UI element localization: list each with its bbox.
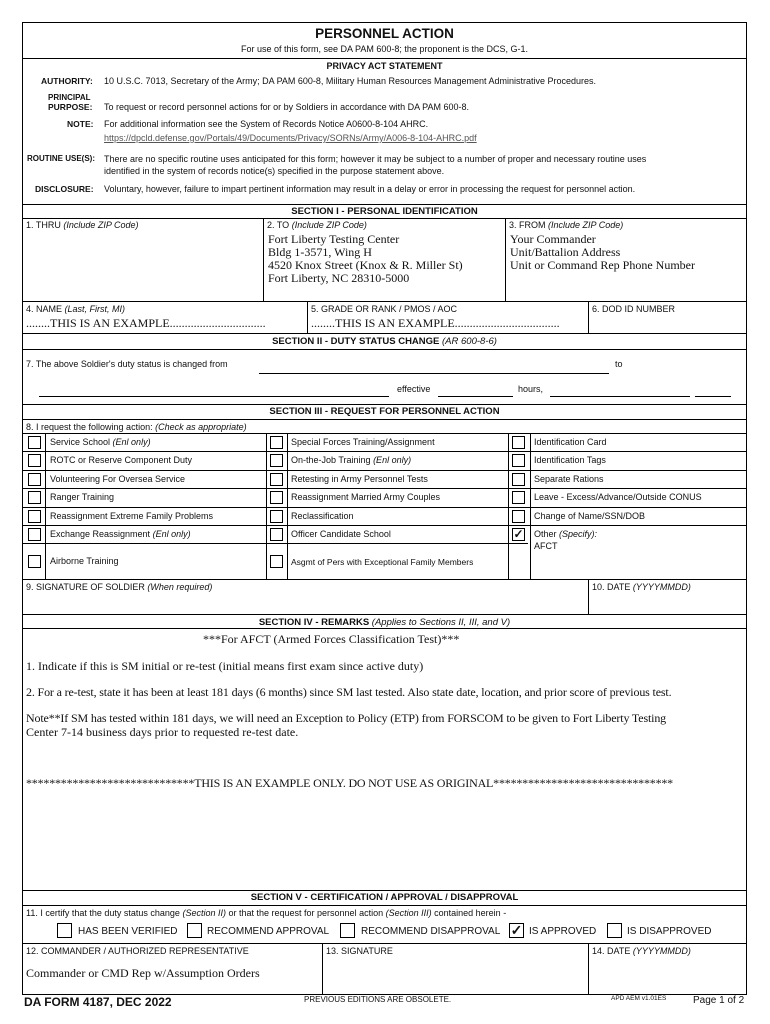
- request-label: 8. I request the following action: (Check as appropriate): [26, 422, 247, 432]
- exchange-reassignment-checkbox[interactable]: [28, 528, 41, 541]
- retesting-checkbox[interactable]: [270, 473, 283, 486]
- routine-label: ROUTINE USE(S):: [27, 154, 95, 163]
- from-label: 3. FROM (Include ZIP Code): [509, 220, 624, 230]
- commander-field[interactable]: Commander or CMD Rep w/Assumption Orders: [26, 966, 260, 980]
- authority-label: AUTHORITY:: [41, 76, 93, 86]
- oversea-service-label: Volunteering For Oversea Service: [50, 474, 186, 484]
- extreme-family-checkbox[interactable]: [28, 510, 41, 523]
- change-name-checkbox[interactable]: [512, 510, 525, 523]
- airborne-training-label: Airborne Training: [50, 556, 119, 566]
- disapproved-checkbox[interactable]: [607, 923, 622, 938]
- commander-signature-field[interactable]: [326, 959, 581, 991]
- id-tags-checkbox[interactable]: [512, 454, 525, 467]
- disapproved-label: IS DISAPPROVED: [627, 926, 712, 937]
- principal-label: PRINCIPAL: [48, 93, 91, 102]
- ocs-checkbox[interactable]: [270, 528, 283, 541]
- ranger-training-checkbox[interactable]: [28, 491, 41, 504]
- remark-1: 1. Indicate if this is SM initial or re-test (initial means first exam since active duty): [26, 659, 424, 673]
- effective-word: effective: [397, 384, 431, 394]
- efmp-label: Asgmt of Pers with Exceptional Family Members: [291, 557, 474, 567]
- commander-signature-label: 13. SIGNATURE: [326, 946, 393, 956]
- to-word: to: [615, 359, 623, 369]
- ojt-label: On-the-Job Training (Enl only): [291, 455, 412, 465]
- leave-checkbox[interactable]: [512, 491, 525, 504]
- separate-rations-checkbox[interactable]: [512, 473, 525, 486]
- remarks-title: ***For AFCT (Armed Forces Classification Test)***: [203, 632, 460, 646]
- id-card-checkbox[interactable]: [512, 436, 525, 449]
- service-school-checkbox[interactable]: [28, 436, 41, 449]
- soldier-date-field[interactable]: [592, 593, 742, 611]
- section-1-heading: SECTION I - PERSONAL IDENTIFICATION: [291, 206, 478, 217]
- status-from-field[interactable]: [259, 373, 609, 374]
- name-field[interactable]: ........THIS IS AN EXAMPLE................................: [26, 316, 266, 330]
- soldier-date-label: 10. DATE (YYYYMMDD): [592, 582, 691, 592]
- verified-checkbox[interactable]: [57, 923, 72, 938]
- disclosure-text: Voluntary, however, failure to impart pertinent information may result in a delay or error in processing the request for personnel action.: [104, 184, 636, 194]
- id-card-label: Identification Card: [534, 437, 607, 447]
- other-checkbox[interactable]: ✓: [513, 527, 524, 541]
- approved-checkbox[interactable]: ✓: [510, 922, 523, 938]
- ranger-training-label: Ranger Training: [50, 492, 115, 502]
- purpose-label: PURPOSE:: [48, 102, 93, 112]
- authority-text: 10 U.S.C. 7013, Secretary of the Army; DA PAM 600-8, Military Human Resources Management Administrative Procedures.: [104, 76, 597, 86]
- grade-field[interactable]: ........THIS IS AN EXAMPLE...................................: [311, 316, 560, 330]
- rotc-label: ROTC or Reserve Component Duty: [50, 455, 193, 465]
- efmp-checkbox[interactable]: [270, 555, 283, 568]
- dod-id-label: 6. DOD ID NUMBER: [592, 304, 676, 314]
- obsolete-notice: PREVIOUS EDITIONS ARE OBSOLETE.: [304, 995, 452, 1004]
- remark-2: 2. For a re-test, state it has been at least 181 days (6 months) since SM last tested. Also state date, location, and prior score of previous test.: [26, 685, 672, 699]
- separate-rations-label: Separate Rations: [534, 474, 604, 484]
- ojt-checkbox[interactable]: [270, 454, 283, 467]
- note-label: NOTE:: [67, 119, 94, 129]
- to-label: 2. TO (Include ZIP Code): [267, 220, 367, 230]
- retesting-label: Retesting in Army Personnel Tests: [291, 474, 428, 484]
- sorn-link[interactable]: https://dpcld.defense.gov/Portals/49/Documents/Privacy/SORNs/Army/A006-8-104-AHRC.pdf: [104, 133, 477, 143]
- personnel-action-form: [22, 22, 747, 995]
- recommend-approval-label: RECOMMEND APPROVAL: [207, 926, 330, 937]
- extreme-family-label: Reassignment Extreme Family Problems: [50, 511, 214, 521]
- exchange-reassignment-label: Exchange Reassignment (Enl only): [50, 529, 191, 539]
- effective-date-field[interactable]: [438, 396, 513, 397]
- recommend-approval-checkbox[interactable]: [187, 923, 202, 938]
- hours-extra-field[interactable]: [695, 396, 731, 397]
- remark-3a: Note**If SM has tested within 181 days, we will need an Exception to Policy (ETP) from FORSCOM to be given to Fort Liberty Testing: [26, 711, 667, 725]
- disclosure-label: DISCLOSURE:: [35, 184, 94, 194]
- name-label: 4. NAME (Last, First, MI): [26, 304, 126, 314]
- to-address[interactable]: Fort Liberty Testing Center Bldg 1-3571, Wing H 4520 Knox Street (Knox & R. Miller St) Fort Liberty, NC 28310-5000: [268, 232, 463, 285]
- routine-text-2: identified in the system of records notice(s) specified in the purpose statement above.: [104, 166, 445, 176]
- special-forces-checkbox[interactable]: [270, 436, 283, 449]
- section-3-heading: SECTION III - REQUEST FOR PERSONNEL ACTION: [269, 406, 500, 417]
- duty-status-label: 7. The above Soldier's duty status is changed from: [26, 359, 228, 369]
- note-text: For additional information see the System of Records Notice A0600-8-104 AHRC.: [104, 119, 429, 129]
- approval-date-label: 14. DATE (YYYYMMDD): [592, 946, 691, 956]
- reclassification-label: Reclassification: [291, 511, 354, 521]
- privacy-heading: PRIVACY ACT STATEMENT: [326, 61, 443, 71]
- rotc-checkbox[interactable]: [28, 454, 41, 467]
- routine-text-1: There are no specific routine uses anticipated for this form; however it may be subject to a number of proper and necessary routine uses: [104, 154, 647, 164]
- remarks-area[interactable]: [23, 629, 745, 890]
- soldier-signature-label: 9. SIGNATURE OF SOLDIER (When required): [26, 582, 213, 592]
- reclassification-checkbox[interactable]: [270, 510, 283, 523]
- grade-label: 5. GRADE OR RANK / PMOS / AOC: [311, 304, 458, 314]
- from-address[interactable]: Your Commander Unit/Battalion Address Unit or Command Rep Phone Number: [510, 232, 695, 272]
- example-warning: *****************************THIS IS AN EXAMPLE ONLY. DO NOT USE AS ORIGINAL*******************************: [26, 776, 673, 790]
- special-forces-label: Special Forces Training/Assignment: [291, 437, 435, 447]
- status-to-field[interactable]: [39, 396, 389, 397]
- page-number: Page 1 of 2: [693, 995, 745, 1006]
- section-2-heading: SECTION II - DUTY STATUS CHANGE (AR 600-8-6): [272, 336, 497, 347]
- form-id: DA FORM 4187, DEC 2022: [24, 995, 172, 1009]
- certify-statement: 11. I certify that the duty status change (Section II) or that the request for personnel action (Section III) contained herein -: [26, 908, 507, 918]
- approved-label: IS APPROVED: [529, 926, 597, 937]
- thru-label: 1. THRU (Include ZIP Code): [26, 220, 139, 230]
- id-tags-label: Identification Tags: [534, 455, 606, 465]
- verified-label: HAS BEEN VERIFIED: [78, 926, 178, 937]
- oversea-service-checkbox[interactable]: [28, 473, 41, 486]
- recommend-disapproval-checkbox[interactable]: [340, 923, 355, 938]
- other-label: Other (Specify):: [534, 529, 598, 539]
- airborne-training-checkbox[interactable]: [28, 555, 41, 568]
- form-subtitle: For use of this form, see DA PAM 600-8; the proponent is the DCS, G-1.: [241, 44, 528, 54]
- other-specify-field[interactable]: AFCT: [534, 541, 558, 551]
- soldier-signature-field[interactable]: [26, 593, 581, 611]
- form-title: PERSONNEL ACTION: [315, 26, 454, 41]
- change-name-label: Change of Name/SSN/DOB: [534, 511, 646, 521]
- commander-label: 12. COMMANDER / AUTHORIZED REPRESENTATIVE: [26, 946, 249, 956]
- approval-date-field[interactable]: [592, 959, 742, 991]
- section-4-heading: SECTION IV - REMARKS (Applies to Sections II, III, and V): [258, 617, 511, 628]
- version-label: APD AEM v1.01ES: [611, 995, 667, 1002]
- purpose-text: To request or record personnel actions for or by Soldiers in accordance with DA PAM 600-8.: [104, 102, 470, 112]
- hours-field[interactable]: [550, 396, 690, 397]
- married-couples-checkbox[interactable]: [270, 491, 283, 504]
- recommend-disapproval-label: RECOMMEND DISAPPROVAL: [361, 926, 501, 937]
- leave-label: Leave - Excess/Advance/Outside CONUS: [534, 492, 702, 502]
- service-school-label: Service School (Enl only): [50, 437, 151, 447]
- section-5-heading: SECTION V - CERTIFICATION / APPROVAL / DISAPPROVAL: [250, 892, 519, 903]
- remark-3b: Center 7-14 business days prior to requested re-test date.: [26, 725, 299, 739]
- ocs-label: Officer Candidate School: [291, 529, 391, 539]
- married-couples-label: Reassignment Married Army Couples: [291, 492, 441, 502]
- hours-word: hours,: [518, 384, 544, 394]
